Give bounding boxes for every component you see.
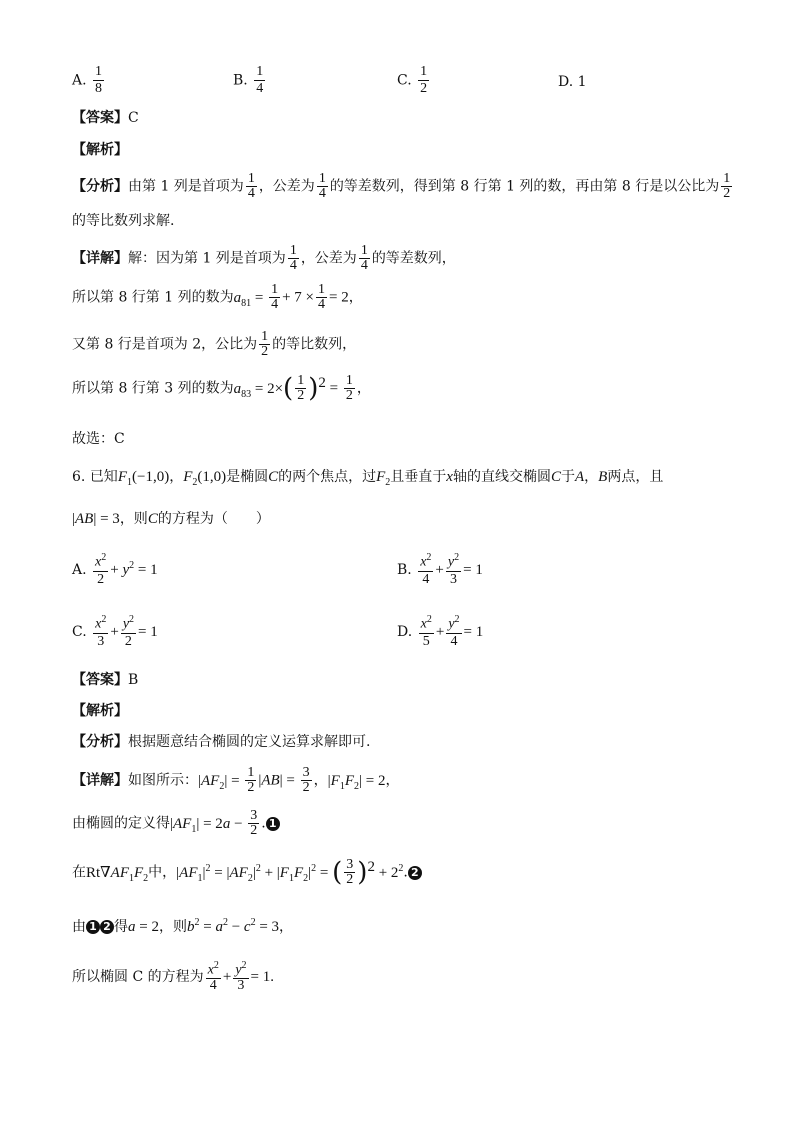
q6-xiangjie: 【详解】如图所示：$|AF_2|$ = $\frac{1}{2}$ |AB| = $\frac{3}{2}$ ，$|F_1F_2| = 2$， — [72, 765, 400, 795]
q5-step-a81: 所以第 8 行第 1 列的数为$a_{81}$ = $\frac{1}{4}$ + 7 × $\frac{1}{4}$ = 2， — [72, 282, 363, 312]
q6-fenxi: 【分析】根据题意结合椭圆的定义运算求解即可. — [72, 734, 371, 750]
q6-option-c: C. $\frac{x^2}{3}$ + $\frac{y^2}{2}$ = 1 — [72, 614, 158, 649]
q6-step-definition: 由椭圆的定义得$|AF_1| = 2a$ − $\frac{3}{2}$ . 1 — [72, 809, 280, 838]
q6-option-a: A. $\frac{x^2}{2}$ + $y^2 = 1$ — [72, 552, 158, 587]
q6-analysis-tag: 【解析】 — [72, 703, 128, 719]
q6-stem: 6. 已知$F_1(-1,0)$，$F_2(1,0)$是椭圆C的两个焦点，过$F_2$且垂直于x轴的直线交椭圆C于A，B两点，且 — [72, 469, 664, 488]
q6-stem-cont: |AB| = 3，则C的方程为（ ） — [72, 511, 270, 527]
q5-answer: 【答案】C — [72, 110, 139, 126]
q5-option-c: C. $\frac{1}{2}$ — [397, 64, 428, 96]
q6-step-pythagoras: 在$Rt\nabla AF_1F_2$中，$|AF_1|^2 = |AF_2|^2 + |F_1F_2|^2$ = ( $\frac{3}{2}$ )$^2 + 2^2$. 2 — [72, 858, 422, 887]
q5-option-a: A. $\frac{1}{8}$ — [72, 64, 103, 96]
q5-step-ratio: 又第 8 行是首项为 2，公比为 $\frac{1}{2}$ 的等比数列， — [72, 329, 357, 359]
q5-analysis-tag: 【解析】 — [72, 142, 128, 158]
q5-step-a83: 所以第 8 行第 3 列的数为$a_{83} = 2\times$( $\frac{1}{2}$ )$^2$ = $\frac{1}{2}$ ， — [72, 373, 371, 404]
q5-fenxi: 【分析】由第 1 列是首项为 $\frac{1}{4}$ ，公差为 $\frac{1}{4}$ 的等差数列，得到第 8 行第 1 列的数，再由第 8 行是以公比为 $\frac{1}{2}$ — [72, 171, 731, 201]
q5-fenxi-cont: 的等比数列求解. — [72, 213, 175, 229]
q6-option-b: B. $\frac{x^2}{4}$ + $\frac{y^2}{3}$ = 1 — [397, 552, 483, 587]
q5-xiangjie: 【详解】解：因为第 1 列是首项为 $\frac{1}{4}$ ，公差为 $\frac{1}{4}$ 的等差数列， — [72, 243, 456, 273]
q5-option-d: D. 1 — [558, 74, 587, 90]
q6-step-result: 所以椭圆 C 的方程为 $\frac{x^2}{4}$ + $\frac{y^2}{3}$ = 1. — [72, 960, 274, 993]
q6-option-d: D. $\frac{x^2}{5}$ + $\frac{y^2}{4}$ = 1 — [397, 614, 484, 649]
q6-answer: 【答案】B — [72, 672, 139, 688]
q5-option-b: B. $\frac{1}{4}$ — [233, 64, 264, 96]
q5-conclusion: 故选：C — [72, 431, 125, 447]
q6-step-solve: 由 1 2 得a = 2，则$b^2 = a^2 - c^2 = 3$， — [72, 917, 294, 935]
